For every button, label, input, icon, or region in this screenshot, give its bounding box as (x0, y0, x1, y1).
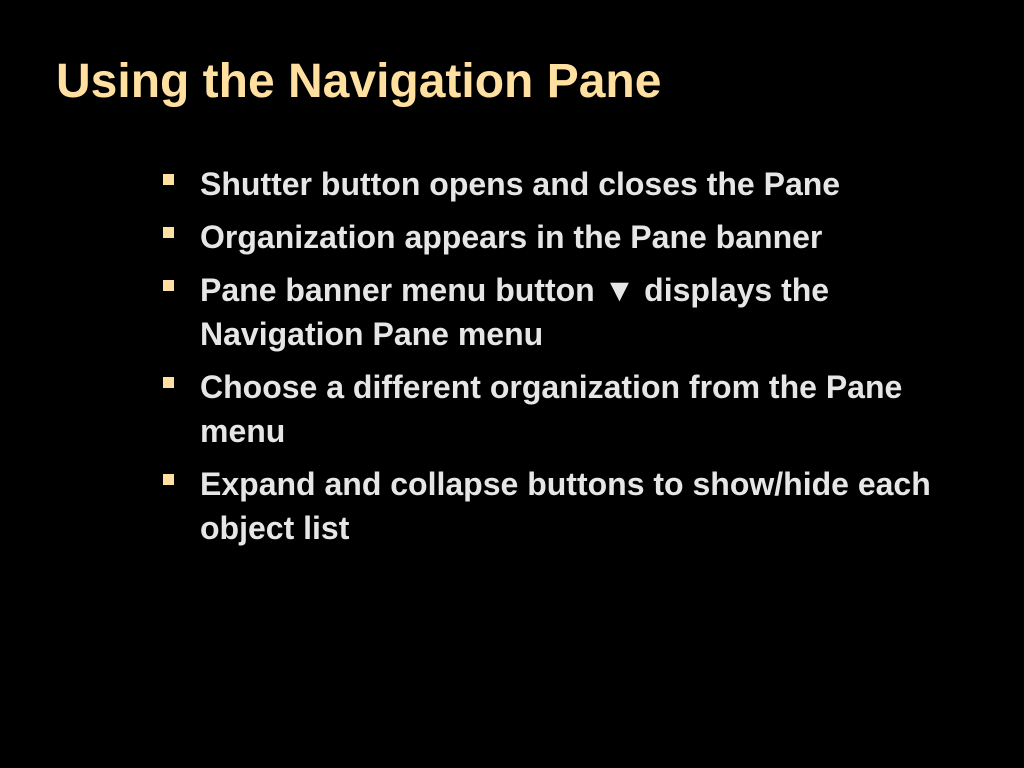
square-bullet-icon (163, 174, 174, 185)
bullet-text: Choose a different organization from the Pane menu (200, 369, 903, 449)
bullet-list (163, 162, 983, 559)
bullet-text: Expand and collapse buttons to show/hide each object list (200, 466, 931, 546)
bullet-text: Shutter button opens and closes the Pane (200, 166, 841, 202)
bullet-item (163, 215, 983, 259)
slide-title: Using the Navigation Pane (56, 55, 662, 108)
bullet-item (163, 268, 983, 356)
square-bullet-icon (163, 227, 174, 238)
bullet-text: Pane banner menu button ▼ displays the Navigation Pane menu (200, 272, 830, 352)
bullet-item (163, 162, 983, 206)
square-bullet-icon (163, 280, 174, 291)
square-bullet-icon (163, 474, 174, 485)
square-bullet-icon (163, 377, 174, 388)
bullet-text: Organization appears in the Pane banner (200, 219, 823, 255)
bullet-item (163, 462, 983, 550)
bullet-item (163, 365, 983, 453)
